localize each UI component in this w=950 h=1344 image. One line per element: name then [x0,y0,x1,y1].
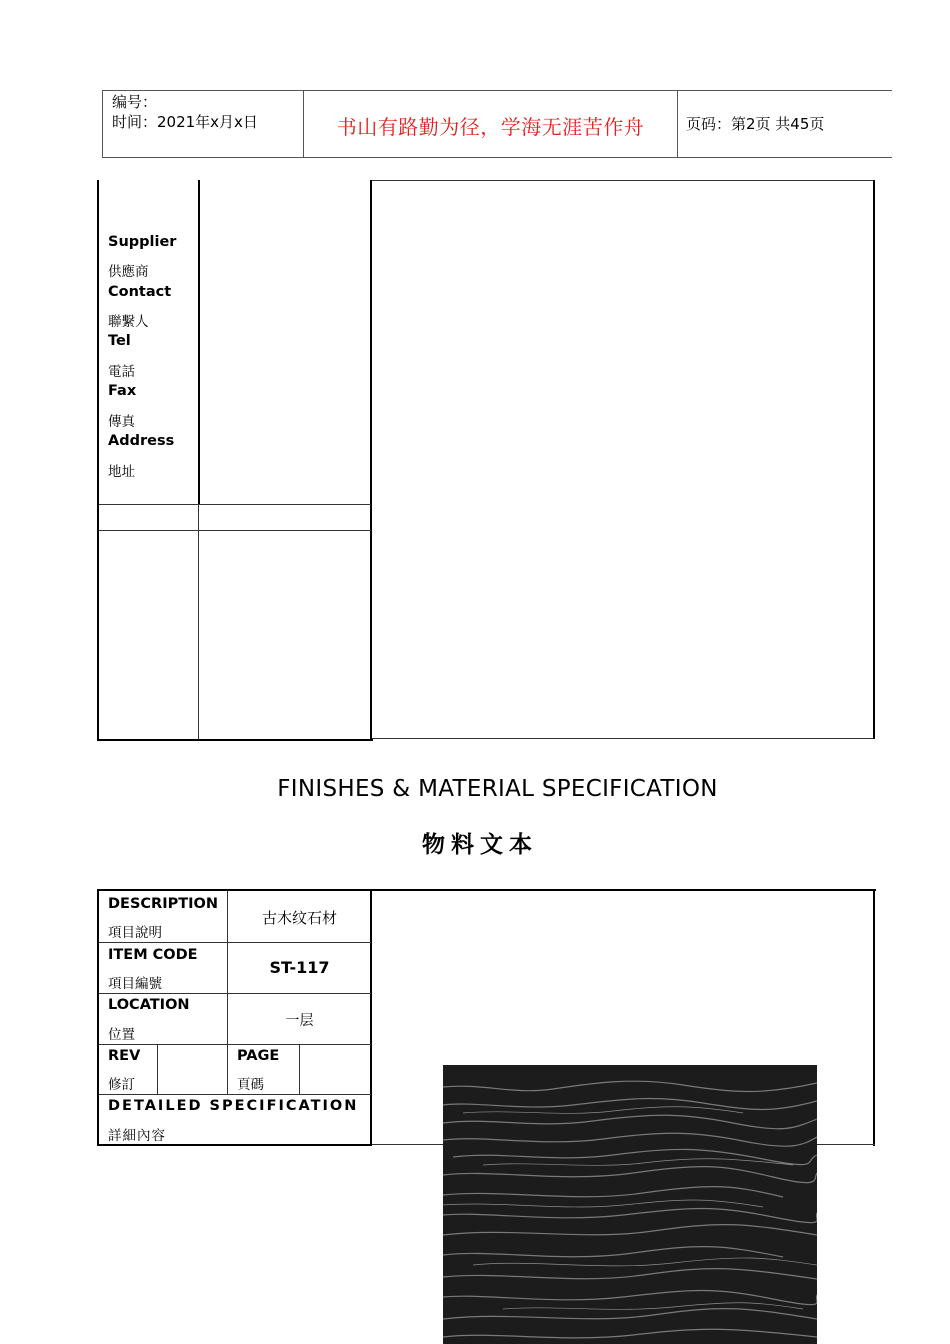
location-label-cn: 位置 [108,1027,135,1043]
item-code-value: ST-117 [269,958,330,977]
address-label: Address [108,433,175,449]
page-count-label: 页码：第2页 共45页 [686,115,825,133]
tel-label: Tel [108,333,131,349]
fax-label-cn: 傳真 [108,414,135,430]
address-label-cn: 地址 [108,464,135,480]
header-motto: 书山有路勤为径，学海无涯苦作舟 [336,115,645,139]
item-code-label-cn: 項目編號 [108,976,162,992]
rev-label: REV [108,1048,141,1064]
description-label: DESCRIPTION [108,896,218,912]
description-label-cn: 項目說明 [108,925,162,941]
item-code-label: ITEM CODE [108,947,198,963]
supplier-label-cn: 供應商 [108,264,149,280]
detailed-spec-label: DETAILED SPECIFICATION [108,1098,359,1114]
location-label: LOCATION [108,997,190,1013]
contact-label-cn: 聯繫人 [108,314,149,330]
spec-title: FINISHES & MATERIAL SPECIFICATION [277,776,718,802]
doc-time-label: 时间：2021年x月x日 [112,113,258,131]
spec-subtitle: 物料文本 [422,832,538,858]
location-value: 一层 [285,1013,314,1029]
page-label: PAGE [237,1048,280,1064]
doc-number-label: 编号： [112,93,158,111]
detailed-spec-label-cn: 詳細內容 [108,1128,166,1144]
rev-label-cn: 修訂 [108,1077,135,1093]
description-value: 古木纹石材 [261,909,337,927]
fax-label: Fax [108,383,137,399]
contact-label: Contact [108,284,172,300]
tel-label-cn: 電話 [108,364,135,380]
marble-stone-sample-icon [443,1065,817,1344]
marble-sample-image [443,1065,817,1344]
page-label-cn: 頁碼 [237,1077,264,1093]
supplier-label: Supplier [108,234,177,250]
